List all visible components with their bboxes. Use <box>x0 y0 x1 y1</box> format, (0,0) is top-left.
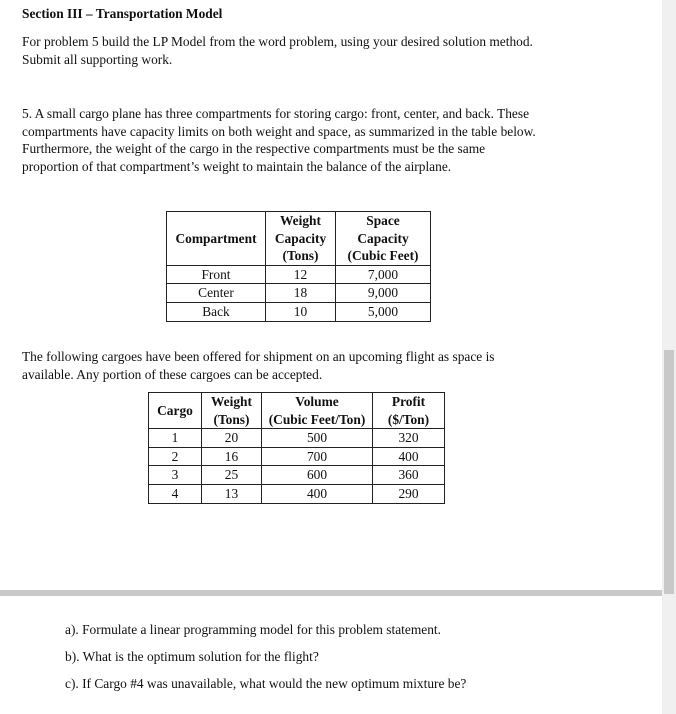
header-compartment: Compartment <box>167 212 266 266</box>
header-cargo: Cargo <box>149 393 202 429</box>
question-c: c). If Cargo #4 was unavailable, what would the new optimum mixture be? <box>65 676 467 691</box>
problem-paragraph <box>22 105 622 175</box>
table-header-row <box>149 393 445 429</box>
compartment-table <box>166 211 431 322</box>
intro-line: For problem 5 build the LP Model from the word problem, using your desired solution method. <box>22 34 533 49</box>
intro-paragraph <box>22 33 612 68</box>
table-header-row <box>167 212 431 266</box>
section-title: Section III – Transportation Model <box>22 6 223 21</box>
table-row: Center 18 9,000 <box>167 284 431 303</box>
header-volume: Volume (Cubic Feet/Ton) <box>262 393 373 429</box>
problem-line: compartments have capacity limits on both weight and space, as summarized in the table below. <box>22 123 536 139</box>
cargo-table <box>148 392 445 504</box>
cargo-intro-line: The following cargoes have been offered for shipment on an upcoming flight as space is <box>22 349 495 364</box>
cargo-intro-paragraph <box>22 348 622 383</box>
header-weight: Weight (Tons) <box>202 393 262 429</box>
table-row: Front 12 7,000 <box>167 265 431 284</box>
table-row: 2 16 700 400 <box>149 447 445 466</box>
vertical-scrollbar[interactable] <box>662 0 676 714</box>
intro-line: Submit all supporting work. <box>22 51 173 67</box>
question-a: a). Formulate a linear programming model for this problem statement. <box>65 622 441 637</box>
table-row: 1 20 500 320 <box>149 429 445 448</box>
scrollbar-thumb[interactable] <box>664 350 674 594</box>
header-space-capacity: Space Capacity (Cubic Feet) <box>336 212 431 266</box>
question-b: b). What is the optimum solution for the flight? <box>65 649 319 664</box>
problem-line: proportion of that compartment’s weight to maintain the balance of the airplane. <box>22 158 452 174</box>
page-divider <box>0 590 662 596</box>
problem-line: Furthermore, the weight of the cargo in the respective compartments must be the same <box>22 141 486 157</box>
header-weight-capacity: Weight Capacity (Tons) <box>266 212 336 266</box>
question-list <box>65 621 466 702</box>
problem-line: 5. A small cargo plane has three compartments for storing cargo: front, center, and back. These <box>22 106 530 121</box>
table-row: Back 10 5,000 <box>167 302 431 321</box>
cargo-intro-line: available. Any portion of these cargoes can be accepted. <box>22 366 323 382</box>
header-profit: Profit ($/Ton) <box>373 393 445 429</box>
table-row: 3 25 600 360 <box>149 466 445 485</box>
table-row: 4 13 400 290 <box>149 484 445 503</box>
